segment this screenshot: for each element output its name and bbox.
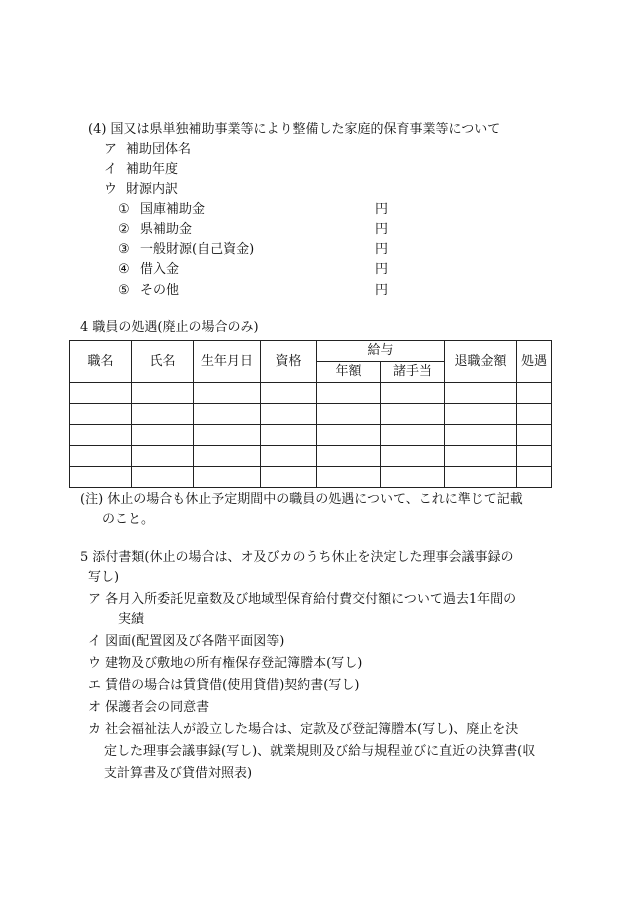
col-header-annual: 年額 (317, 362, 381, 383)
attachment-ka-line-1: カ 社会福祉法人が設立した場合は、定款及び登記簿謄本(写し)、廃止を決 (88, 722, 519, 737)
section4-heading: 4 職員の処遇(廃止の場合のみ) (80, 320, 259, 335)
attachment-a-line-1: ア 各月入所委託児童数及び地域型保育給付費交付額について過去1年間の (88, 592, 517, 607)
item-text: 財源内訳 (126, 182, 179, 197)
col-header-salary: 給与 (317, 341, 445, 362)
fund-label: その他 (140, 283, 180, 298)
item-a (104, 140, 191, 160)
attachment-e: エ 賃借の場合は賃貸借(使用貸借)契約書(写し) (88, 678, 360, 693)
fund-mark: ③ (118, 242, 130, 257)
section5-heading-line-2: 写し) (88, 570, 120, 585)
fund-label: 国庫補助金 (140, 202, 206, 217)
item-mark: イ (104, 162, 118, 177)
section5-heading-line-1: 5 添付書類(休止の場合は、オ及びカのうち休止を決定した理事会議事録の (80, 550, 514, 565)
fund-unit: 円 (375, 202, 389, 217)
col-header-retirement: 退職金額 (445, 341, 517, 383)
section4-sub-heading: (4) 国又は県単独補助事業等により整備した家庭的保育事業等について (88, 122, 501, 137)
fund-row-4 (118, 260, 398, 280)
attachment-ka-line-2: 定した理事会議事録(写し)、就業規則及び給与規程並びに直近の決算書(収 (104, 744, 536, 759)
fund-mark: ⑤ (118, 283, 130, 298)
fund-label: 借入金 (140, 262, 180, 277)
fund-mark: ① (118, 202, 130, 217)
attachment-ka-line-3: 支計算書及び貸借対照表) (104, 766, 253, 781)
fund-mark: ④ (118, 262, 130, 277)
fund-label: 一般財源(自己資金) (140, 242, 255, 257)
col-header-title: 職名 (70, 341, 132, 383)
item-i (104, 160, 178, 180)
col-header-birthdate: 生年月日 (194, 341, 261, 383)
fund-row-3 (118, 240, 398, 260)
table-row (70, 425, 552, 446)
item-mark: ア (104, 142, 118, 157)
item-text: 補助年度 (126, 162, 179, 177)
attachment-a-line-2: 実績 (118, 612, 145, 627)
fund-unit: 円 (375, 222, 389, 237)
note-line-1: (注) 休止の場合も休止予定期間中の職員の処遇について、これに準じて記載 (80, 492, 523, 507)
item-u (104, 180, 178, 200)
fund-unit: 円 (375, 283, 389, 298)
table-row (70, 446, 552, 467)
item-mark: ウ (104, 182, 118, 197)
fund-mark: ② (118, 222, 130, 237)
attachment-o: オ 保護者会の同意書 (88, 700, 210, 715)
col-header-allowances: 諸手当 (381, 362, 445, 383)
staff-treatment-table (69, 340, 552, 488)
table-row (70, 404, 552, 425)
fund-unit: 円 (375, 242, 389, 257)
fund-row-1 (118, 200, 398, 220)
col-header-treatment: 処遇 (517, 341, 552, 383)
attachment-i: イ 図面(配置図及び各階平面図等) (88, 634, 285, 649)
fund-row-2 (118, 220, 398, 240)
item-text: 補助団体名 (126, 142, 192, 157)
attachment-u: ウ 建物及び敷地の所有権保存登記簿謄本(写し) (88, 656, 363, 671)
col-header-name: 氏名 (132, 341, 194, 383)
col-header-qualification: 資格 (261, 341, 317, 383)
fund-label: 県補助金 (140, 222, 193, 237)
fund-row-5 (118, 281, 398, 301)
table-row (70, 467, 552, 488)
table-row (70, 383, 552, 404)
fund-unit: 円 (375, 262, 389, 277)
note-line-2: のこと。 (102, 512, 155, 527)
